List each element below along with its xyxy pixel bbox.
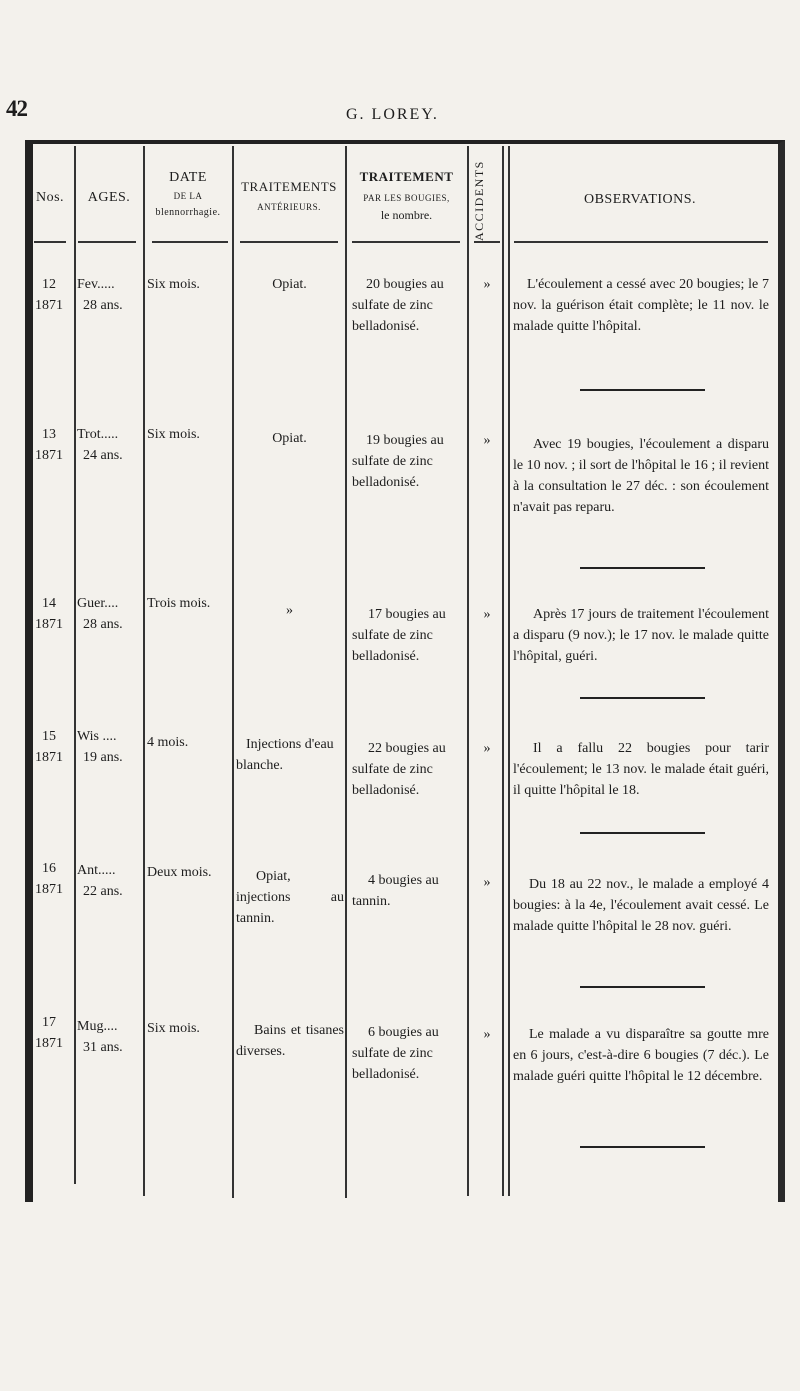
row-17-date: Six mois. <box>147 1021 200 1036</box>
row-separator <box>580 697 705 699</box>
header-rule <box>474 241 500 243</box>
row-14-treatment: 17 bougies au sulfate de zinc belladonisé. <box>352 607 446 664</box>
column-rule <box>143 146 145 1196</box>
row-12-name: Fev..... <box>77 277 115 292</box>
row-16-age: 22 ans. <box>83 884 123 899</box>
row-17-name: Mug.... <box>77 1019 118 1034</box>
row-12-treatment: 20 bougies au sulfate de zinc belladonisé. <box>352 277 444 334</box>
header-num: Nos. <box>35 190 65 205</box>
row-13-year: 1871 <box>35 448 63 463</box>
row-16-num: 16 <box>42 861 56 876</box>
column-rule <box>467 146 469 1196</box>
header-date-line2: DE LA <box>173 191 203 202</box>
row-13-observation: Avec 19 bougies, l'écoulement a disparu le 10 nov. ; il sort de l'hôpital le 16 ; il revient à la consultation le 27 déc. : son écoulement n'avait pas reparu. <box>513 437 769 515</box>
row-12-previous: Opiat. <box>272 277 307 292</box>
row-separator <box>580 986 705 988</box>
row-17-treatment: 6 bougies au sulfate de zinc belladonisé. <box>352 1025 439 1082</box>
row-15-accidents: » <box>483 741 491 756</box>
row-16-treatment: 4 bougies au tannin. <box>352 873 439 909</box>
row-16-observation: Du 18 au 22 nov., le malade a employé 4 bougies: à la 4e, l'écoulement avait cessé. Le malade quitte l'hôpital le 28 nov. guéri. <box>513 877 769 934</box>
row-12-year: 1871 <box>35 298 63 313</box>
column-rule <box>345 146 347 1198</box>
header-treatment-line1: TRAITEMENT <box>359 169 454 184</box>
row-16-date: Deux mois. <box>147 865 212 880</box>
row-14-previous: » <box>286 603 293 618</box>
row-13-previous: Opiat. <box>272 431 307 446</box>
column-rule <box>508 146 510 1196</box>
row-17-year: 1871 <box>35 1036 63 1051</box>
row-16-previous: Opiat, injections au tannin. <box>236 869 344 926</box>
column-rule <box>232 146 234 1198</box>
row-14-observation: Après 17 jours de traitement l'écoulement a disparu (9 nov.); le 17 nov. le malade quitte l'hôpital, guéri. <box>513 607 769 664</box>
header-treatment-line3: le nombre. <box>380 207 433 222</box>
row-separator <box>580 832 705 834</box>
header-treatment-line2: PAR LES BOUGIES, <box>363 193 450 204</box>
row-12-accidents: » <box>483 277 491 292</box>
row-14-date: Trois mois. <box>147 596 211 611</box>
row-14-age: 28 ans. <box>83 617 123 632</box>
row-17-num: 17 <box>42 1015 56 1030</box>
row-13-age: 24 ans. <box>83 448 123 463</box>
header-accidents: ACCIDENTS <box>472 160 486 242</box>
row-17-observation: Le malade a vu disparaître sa goutte mre en 6 jours, c'est-à-dire 6 bougies (7 déc.). Le malade guéri quitte l'hôpital le 12 décembre. <box>513 1027 769 1084</box>
header-previous-line2: ANTÉRIEURS. <box>257 202 321 213</box>
row-12-num: 12 <box>42 277 56 292</box>
row-13-accidents: » <box>483 433 491 448</box>
column-rule <box>74 146 76 1184</box>
row-15-previous: Injections d'eau blanche. <box>236 737 334 773</box>
row-14-accidents: » <box>483 607 491 622</box>
row-15-date: 4 mois. <box>147 735 189 750</box>
column-rule <box>502 146 504 1196</box>
header-rule <box>34 241 66 243</box>
header-date <box>145 168 231 218</box>
row-13-treatment: 19 bougies au sulfate de zinc belladonisé. <box>352 433 444 490</box>
row-16-name: Ant..... <box>77 863 116 878</box>
header-date-line1: DATE <box>169 170 207 185</box>
row-14-year: 1871 <box>35 617 63 632</box>
row-17-age: 31 ans. <box>83 1040 123 1055</box>
page-number: 42 <box>6 96 27 121</box>
row-13-date: Six mois. <box>147 427 200 442</box>
header-rule <box>352 241 460 243</box>
header-previous-line1: TRAITEMENTS <box>241 179 337 194</box>
row-16-accidents: » <box>483 875 491 890</box>
header-rule <box>240 241 338 243</box>
row-14-name: Guer.... <box>77 596 119 611</box>
row-13-num: 13 <box>42 427 56 442</box>
header-treatment <box>347 168 466 223</box>
row-15-num: 15 <box>42 729 56 744</box>
row-13-name: Trot..... <box>77 427 119 442</box>
header-previous <box>234 178 344 213</box>
row-separator <box>580 567 705 569</box>
row-12-age: 28 ans. <box>83 298 123 313</box>
running-head: G. LOREY. <box>346 106 439 123</box>
row-15-year: 1871 <box>35 750 63 765</box>
row-15-name: Wis .... <box>77 729 117 744</box>
row-14-num: 14 <box>42 596 56 611</box>
row-17-previous: Bains et tisanes diverses. <box>236 1023 344 1059</box>
row-15-observation: Il a fallu 22 bougies pour tarir l'écoulement; le 13 nov. le malade était guéri, il quitte l'hôpital le 18. <box>513 741 769 798</box>
header-rule <box>514 241 768 243</box>
header-date-line3: blennorrhagie. <box>155 206 221 218</box>
header-ages: AGES. <box>87 190 131 205</box>
row-15-treatment: 22 bougies au sulfate de zinc belladonisé. <box>352 741 446 798</box>
row-15-age: 19 ans. <box>83 750 123 765</box>
row-16-year: 1871 <box>35 882 63 897</box>
header-rule <box>152 241 228 243</box>
row-17-accidents: » <box>483 1027 491 1042</box>
row-separator <box>580 389 705 391</box>
header-observations: OBSERVATIONS. <box>583 192 697 207</box>
row-12-observation: L'écoulement a cessé avec 20 bougies; le 7 nov. la guérison était complète; le 11 nov. le malade quitte l'hôpital. <box>513 277 769 334</box>
header-rule <box>78 241 136 243</box>
row-separator <box>580 1146 705 1148</box>
row-12-date: Six mois. <box>147 277 200 292</box>
